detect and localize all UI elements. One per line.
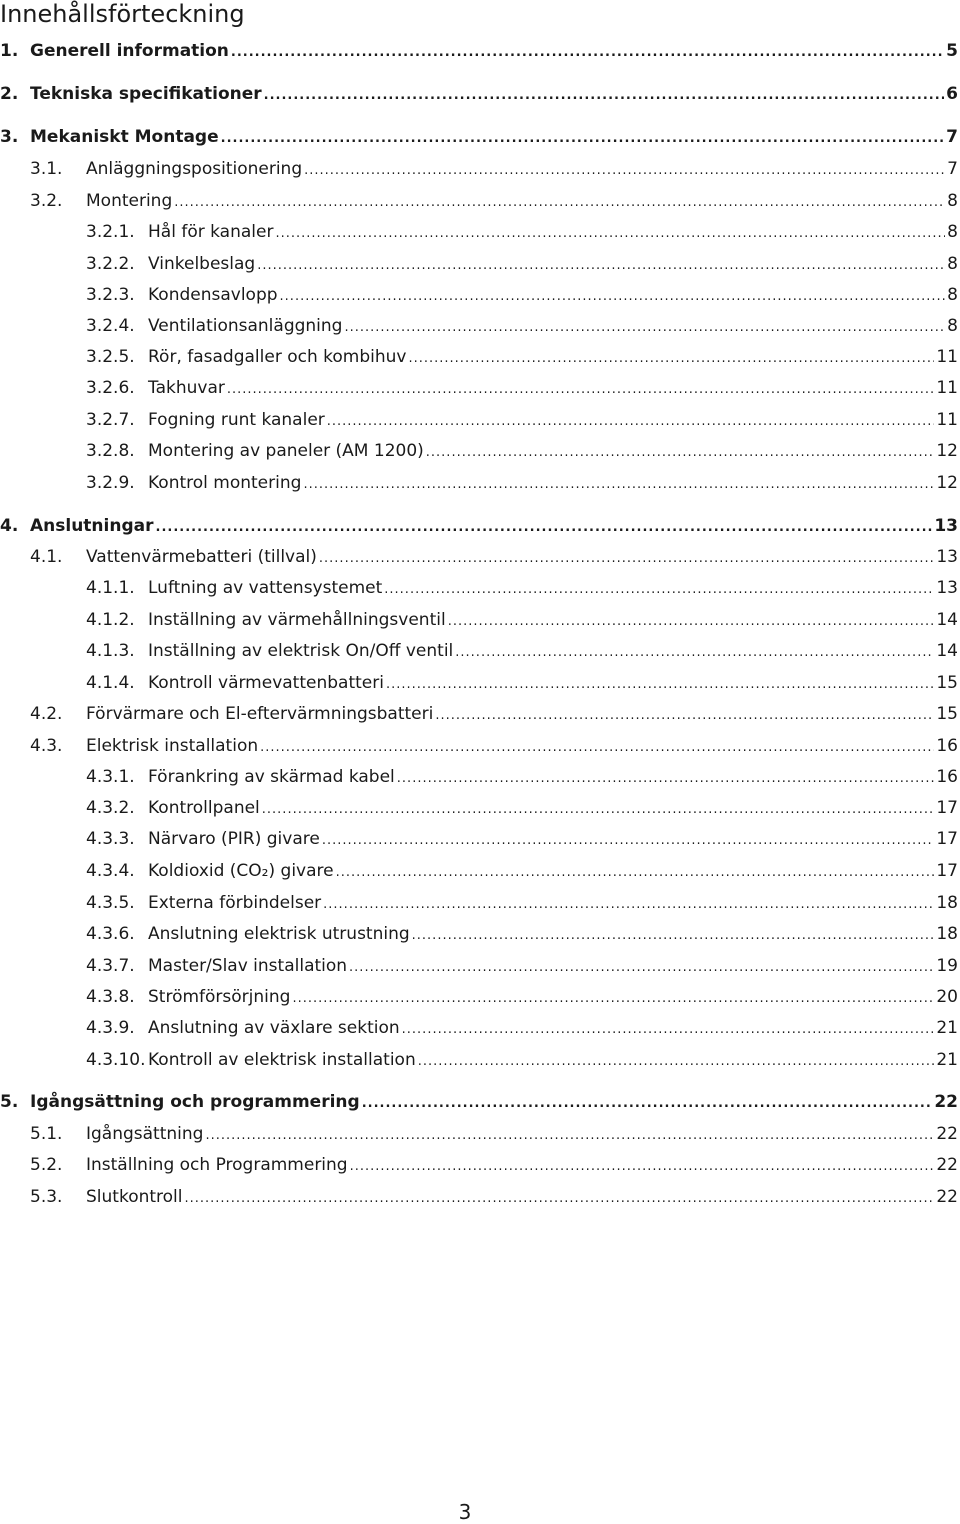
toc-entry[interactable] bbox=[0, 346, 958, 370]
toc-entry-number: 4. bbox=[0, 516, 19, 536]
toc-entry-title: Anslutningar bbox=[30, 516, 154, 536]
toc-entry-number: 3.2.5. bbox=[86, 347, 135, 367]
toc-entry-page: 13 bbox=[936, 547, 958, 567]
toc-leader-dots bbox=[257, 255, 945, 277]
toc-entry-number: 4.3.10. bbox=[86, 1050, 146, 1070]
toc-entry-page: 14 bbox=[936, 641, 958, 661]
toc-leader-dots bbox=[227, 379, 935, 401]
toc-entry-title: Inställning av elektrisk On/Off ventil bbox=[148, 641, 454, 661]
toc-entry-page: 7 bbox=[946, 127, 958, 147]
toc-leader-dots bbox=[260, 737, 934, 759]
toc-entry-page: 8 bbox=[947, 316, 958, 336]
toc-entry-page: 22 bbox=[936, 1187, 958, 1207]
toc-entry-number: 4.3.4. bbox=[86, 861, 135, 881]
toc-entry-title: Hål för kanaler bbox=[148, 222, 274, 242]
toc-entry[interactable] bbox=[0, 221, 958, 245]
toc-leader-dots bbox=[221, 128, 945, 150]
toc-entry-title: Externa förbindelser bbox=[148, 893, 322, 913]
toc-entry-page: 15 bbox=[936, 673, 958, 693]
toc-entry-number: 3.2.9. bbox=[86, 473, 135, 493]
toc-entry-title: Vinkelbeslag bbox=[148, 254, 256, 274]
toc-leader-dots bbox=[264, 85, 944, 107]
toc-entry[interactable] bbox=[0, 515, 958, 539]
toc-entry-page: 20 bbox=[936, 987, 958, 1007]
toc-entry-page: 12 bbox=[936, 441, 958, 461]
toc-leader-dots bbox=[435, 705, 934, 727]
toc-entry[interactable] bbox=[0, 409, 958, 433]
toc-entry-title: Ventilationsanläggning bbox=[148, 316, 343, 336]
toc-entry[interactable] bbox=[0, 1154, 958, 1178]
toc-entry-title: Igångsättning och programmering bbox=[30, 1092, 360, 1112]
toc-entry-page: 22 bbox=[936, 1155, 958, 1175]
toc-leader-dots bbox=[231, 42, 944, 64]
toc-entry[interactable] bbox=[0, 546, 958, 570]
toc-entry-page: 13 bbox=[934, 516, 958, 536]
toc-entry-page: 17 bbox=[936, 861, 958, 881]
toc-entry-title: Slutkontroll bbox=[86, 1187, 183, 1207]
toc-entry-page: 18 bbox=[936, 924, 958, 944]
toc-entry-title: Mekaniskt Montage bbox=[30, 127, 219, 147]
toc-entry[interactable] bbox=[0, 158, 958, 182]
toc-entry-number: 4.1.2. bbox=[86, 610, 135, 630]
toc-entry-page: 7 bbox=[947, 159, 958, 179]
toc-entry-number: 4.3.9. bbox=[86, 1018, 135, 1038]
toc-entry-number: 4.3.7. bbox=[86, 956, 135, 976]
toc-entry-number: 5.3. bbox=[30, 1187, 63, 1207]
toc-entry-number: 3.2.2. bbox=[86, 254, 135, 274]
toc-leader-dots bbox=[448, 611, 935, 633]
toc-entry[interactable] bbox=[0, 190, 958, 214]
toc-entry-number: 2. bbox=[0, 84, 19, 104]
toc-entry-page: 21 bbox=[936, 1018, 958, 1038]
toc-entry-number: 3.2.3. bbox=[86, 285, 135, 305]
toc-entry-title: Förankring av skärmad kabel bbox=[148, 767, 395, 787]
toc-entry-number: 5.1. bbox=[30, 1124, 63, 1144]
toc-entry[interactable] bbox=[0, 1049, 958, 1073]
toc-entry[interactable] bbox=[0, 797, 958, 821]
toc-entry-title: Kontrollpanel bbox=[148, 798, 260, 818]
toc-entry-number: 3.2.7. bbox=[86, 410, 135, 430]
toc-entry-number: 3.2.8. bbox=[86, 441, 135, 461]
toc-leader-dots bbox=[344, 317, 945, 339]
toc-entry[interactable] bbox=[0, 986, 958, 1010]
toc-entry-number: 5. bbox=[0, 1092, 19, 1112]
toc-entry-page: 13 bbox=[936, 578, 958, 598]
toc-entry-page: 17 bbox=[936, 829, 958, 849]
toc-leader-dots bbox=[384, 579, 934, 601]
toc-leader-dots bbox=[205, 1125, 934, 1147]
toc-leader-dots bbox=[322, 830, 935, 852]
toc-entry[interactable] bbox=[0, 735, 958, 759]
toc-entry-number: 4.3.5. bbox=[86, 893, 135, 913]
toc-entry-title: Vattenvärmebatteri (tillval) bbox=[86, 547, 317, 567]
toc-entry[interactable] bbox=[0, 892, 958, 916]
toc-entry-title: Elektrisk installation bbox=[86, 736, 259, 756]
toc-leader-dots bbox=[174, 192, 945, 214]
toc-entry-title: Kontrol montering bbox=[148, 473, 302, 493]
toc-entry[interactable] bbox=[0, 377, 958, 401]
toc-entry-title: Montering av paneler (AM 1200) bbox=[148, 441, 424, 461]
toc-entry-page: 6 bbox=[946, 84, 958, 104]
toc-entry-title: Kontroll av elektrisk installation bbox=[148, 1050, 416, 1070]
toc-leader-dots bbox=[397, 768, 935, 790]
toc-leader-dots bbox=[455, 642, 934, 664]
toc-entry-page: 14 bbox=[936, 610, 958, 630]
toc-entry-title: Anslutning av växlare sektion bbox=[148, 1018, 400, 1038]
toc-entry[interactable] bbox=[0, 766, 958, 790]
toc-entry-title: Anslutning elektrisk utrustning bbox=[148, 924, 410, 944]
toc-entry[interactable] bbox=[0, 828, 958, 852]
toc-entry[interactable] bbox=[0, 315, 958, 339]
toc-entry[interactable] bbox=[0, 577, 958, 601]
toc-leader-dots bbox=[280, 286, 946, 308]
toc-entry-title: Förvärmare och El-eftervärmningsbatteri bbox=[86, 704, 434, 724]
toc-entry-number: 4.3.6. bbox=[86, 924, 135, 944]
toc-entry-title: Luftning av vattensystemet bbox=[148, 578, 383, 598]
toc-entry-page: 18 bbox=[936, 893, 958, 913]
toc-entry[interactable] bbox=[0, 672, 958, 696]
toc-entry[interactable] bbox=[0, 860, 958, 884]
toc-entry-title: Montering bbox=[86, 191, 173, 211]
toc-leader-dots bbox=[408, 348, 934, 370]
toc-leader-dots bbox=[319, 548, 934, 570]
toc-entry-page: 16 bbox=[936, 736, 958, 756]
toc-entry-number: 4.3.2. bbox=[86, 798, 135, 818]
toc-entry-number: 4.1.4. bbox=[86, 673, 135, 693]
toc-entry-title: Kondensavlopp bbox=[148, 285, 278, 305]
toc-entry-title: Inställning av värmehållningsventil bbox=[148, 610, 446, 630]
toc-leader-dots bbox=[412, 925, 935, 947]
toc-entry-page: 8 bbox=[947, 285, 958, 305]
toc-leader-dots bbox=[362, 1093, 933, 1115]
toc-entry[interactable] bbox=[0, 284, 958, 308]
toc-entry-title: Kontroll värmevattenbatteri bbox=[148, 673, 384, 693]
toc-entry[interactable] bbox=[0, 253, 958, 277]
toc-entry-page: 19 bbox=[936, 956, 958, 976]
toc-entry-title: Tekniska specifikationer bbox=[30, 84, 262, 104]
toc-entry-page: 21 bbox=[936, 1050, 958, 1070]
toc-leader-dots bbox=[262, 799, 935, 821]
toc-leader-dots bbox=[275, 223, 945, 245]
toc-entry-title: Närvaro (PIR) givare bbox=[148, 829, 320, 849]
toc-entry-number: 3.2.4. bbox=[86, 316, 135, 336]
toc-entry-number: 4.3.8. bbox=[86, 987, 135, 1007]
toc-leader-dots bbox=[418, 1051, 935, 1073]
toc-entry[interactable] bbox=[0, 126, 958, 150]
toc-entry-title: Strömförsörjning bbox=[148, 987, 291, 1007]
toc-entry-page: 22 bbox=[934, 1092, 958, 1112]
toc-entry[interactable] bbox=[0, 923, 958, 947]
toc-entry-page: 16 bbox=[936, 767, 958, 787]
toc-entry-number: 4.3. bbox=[30, 736, 63, 756]
toc-entry-number: 4.3.1. bbox=[86, 767, 135, 787]
toc-entry-number: 1. bbox=[0, 41, 19, 61]
toc-entry-number: 3.2. bbox=[30, 191, 63, 211]
toc-entry-number: 4.1.1. bbox=[86, 578, 135, 598]
toc-entry[interactable] bbox=[0, 640, 958, 664]
toc-entry-page: 11 bbox=[936, 378, 958, 398]
toc-entry-page: 12 bbox=[936, 473, 958, 493]
toc-entry-title: Anläggningspositionering bbox=[86, 159, 303, 179]
toc-entry-number: 3.1. bbox=[30, 159, 63, 179]
toc-entry-page: 8 bbox=[947, 191, 958, 211]
toc-entry-title: Takhuvar bbox=[148, 378, 225, 398]
toc-entry[interactable] bbox=[0, 1091, 958, 1115]
toc-entry-page: 15 bbox=[936, 704, 958, 724]
toc-entry-title: Koldioxid (CO₂) givare bbox=[148, 861, 334, 881]
toc-leader-dots bbox=[402, 1019, 935, 1041]
toc-entry[interactable] bbox=[0, 83, 958, 107]
toc-entry[interactable] bbox=[0, 703, 958, 727]
toc-leader-dots bbox=[350, 1156, 935, 1178]
toc-entry[interactable] bbox=[0, 40, 958, 64]
toc-entry-number: 3. bbox=[0, 127, 19, 147]
toc-entry-number: 3.2.6. bbox=[86, 378, 135, 398]
toc-leader-dots bbox=[336, 862, 935, 884]
toc-leader-dots bbox=[327, 411, 935, 433]
page-title: Innehållsförteckning bbox=[0, 0, 245, 28]
toc-entry-title: Fogning runt kanaler bbox=[148, 410, 325, 430]
toc-leader-dots bbox=[349, 957, 934, 979]
toc-entry-number: 4.3.3. bbox=[86, 829, 135, 849]
toc-entry-title: Rör, fasadgaller och kombihuv bbox=[148, 347, 407, 367]
toc-entry-number: 5.2. bbox=[30, 1155, 63, 1175]
toc-entry-title: Igångsättning bbox=[86, 1124, 204, 1144]
toc-entry[interactable] bbox=[0, 472, 958, 496]
toc-entry-title: Master/Slav installation bbox=[148, 956, 348, 976]
toc-entry-number: 4.1. bbox=[30, 547, 63, 567]
toc-leader-dots bbox=[185, 1188, 935, 1210]
toc-entry-page: 8 bbox=[947, 254, 958, 274]
toc-entry-page: 11 bbox=[936, 410, 958, 430]
toc-entry[interactable] bbox=[0, 609, 958, 633]
toc-leader-dots bbox=[323, 894, 934, 916]
toc-entry[interactable] bbox=[0, 1186, 958, 1210]
toc-leader-dots bbox=[386, 674, 934, 696]
toc-entry-number: 4.1.3. bbox=[86, 641, 135, 661]
toc-entry-title: Generell information bbox=[30, 41, 229, 61]
toc-leader-dots bbox=[426, 442, 935, 464]
toc-leader-dots bbox=[303, 474, 934, 496]
toc-entry-page: 22 bbox=[936, 1124, 958, 1144]
toc-leader-dots bbox=[156, 517, 933, 539]
toc-entry-page: 17 bbox=[936, 798, 958, 818]
toc-leader-dots bbox=[292, 988, 934, 1010]
toc-entry-page: 11 bbox=[936, 347, 958, 367]
toc-entry-number: 3.2.1. bbox=[86, 222, 135, 242]
toc-entry[interactable] bbox=[0, 440, 958, 464]
toc-leader-dots bbox=[304, 160, 945, 182]
toc-entry-title: Inställning och Programmering bbox=[86, 1155, 348, 1175]
toc-entry-page: 8 bbox=[947, 222, 958, 242]
toc-entry[interactable] bbox=[0, 1123, 958, 1147]
toc-entry-page: 5 bbox=[946, 41, 958, 61]
toc-entry-number: 4.2. bbox=[30, 704, 63, 724]
toc-entry[interactable] bbox=[0, 1017, 958, 1041]
toc-entry[interactable] bbox=[0, 955, 958, 979]
page-number: 3 bbox=[458, 1500, 472, 1524]
